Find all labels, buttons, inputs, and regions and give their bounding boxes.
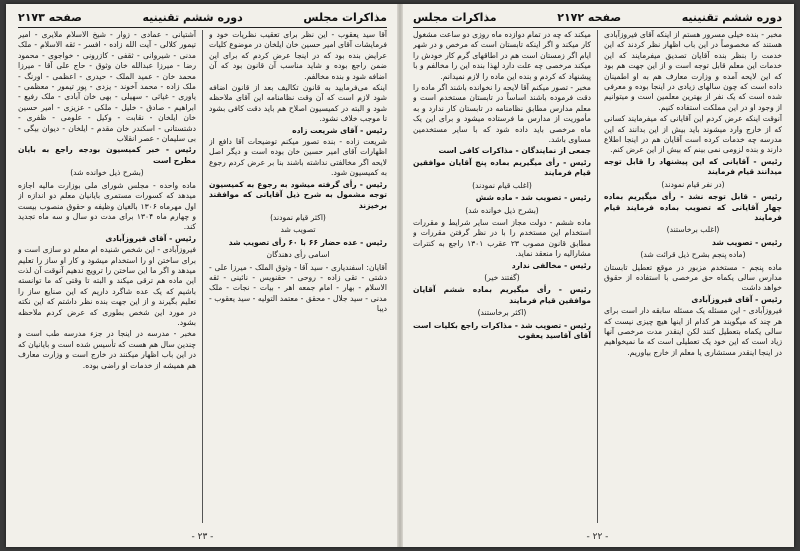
- centered-note: تصویب شد: [280, 225, 316, 235]
- right-page-header: [413, 8, 782, 26]
- text-paragraph: آقا سید یعقوب - این نظر برای تعقیب نظریات خود و فرمایشات آقای امیر حسین خان ایلخان در موضوع کلیات عرایض بنده بود که در اینجا عرض کردم که برای این ضمن راجع بوده و شاید مناسب آن قانون بود که آن اضافه شود و بنده مخالفم.: [209, 30, 387, 81]
- speaker-paragraph: رئیس - تصویب شد: [712, 237, 782, 247]
- left-header-page-number: صفحه ۲۱۷۳: [18, 10, 82, 24]
- text-paragraph: آنوقت اینکه عرض کردم این آقایانی که میفرمایند کسانی که از خارج وارد میشوند باید بیش از این بدانند که این مدرسه چه خدمات کرده است آقایان هم در اینجا اطلاع دارند و بنده لزومی نمی بینم که بیش از این عرض کنم.: [604, 114, 782, 155]
- text-paragraph: فیروزآبادی - این شخص شنیده ام معلم دو سازی است و برای ساختن او را استخدام میشود و کار او ساز را تعلیم میدهد و اگر ما این ساختن را ترویج ندهیم آنوقت آن لذت این ماده هم ترقی میکند و البته تا وقتی که ما توانسته باشیم که یک عده شاگرد داریم که این صنایع ساز را تعلیم بگیرند و از این جهت بنده نظر داشتم که این نکته در مورد این شخص بطوری که عرض کردم ملاحظه بشود.: [18, 245, 196, 327]
- speaker-paragraph: رئیس - رأی گرفته میشود به رجوع به کمیسیون توجه مشمول به شرح ذیل آقایانی که موافقند برخیزند: [209, 179, 387, 210]
- left-page-right-column: [209, 30, 387, 525]
- text-paragraph: میکند که چه در تمام دوازده ماه روزی دو ساعت مشغول کار میکند و اگر اینکه تابستان است که مرخص و در شهر ایام اگر زمستان است هم در اطاقهای گرم کار خودش را میکند مرخصی چه علت دارد لهذا بنده این را مخالفم و با پیشنهاد که کردم و بنده این ماده را لازم نمیدانم.: [413, 30, 591, 81]
- speaker-paragraph: رئیس - آقای شریعت زاده: [292, 125, 387, 135]
- right-page-left-column: [413, 30, 591, 525]
- right-page-right-column: [604, 30, 782, 525]
- right-header-left: مذاکرات مجلس: [413, 10, 497, 24]
- text-paragraph: ماده پنجم - مستخدم مزبور در موقع تعطیل تابستان مدارس سالی یکماه حق مرخصی با استفاده از حقوق خواهد داشت: [604, 262, 782, 293]
- text-paragraph: مخبر - تصور میکنم آقا لایحه را نخوانده باشند اگر ماده را دقت فرموده باشند اساساً در تابستان مستخدم است و معلم مدارس مطابق نظامنامه در تابستان کار ندارد و به مأموریت از مدارس ما فرستاده میشود و برای این یک ماه مرخصی باید داده شود که با سایر مستخدمین مساوی باشد.: [413, 83, 591, 145]
- speaker-paragraph: رئیس - تصویب شد - ماده شش: [475, 193, 591, 203]
- left-header-center: دوره ششم تقنینیه: [142, 10, 243, 24]
- text-paragraph: آشتیانی - عمادی - زوار - شیخ الاسلام ملایری - امیر تیمور کلالی - آیت الله زاده - افسر - ثقه الاسلام - ملک مدنی - شیروانی - ثقفی - کازرونی - خواجوی - محمود رضا - میرزا عبدالله خان وثوق - حاج علی آقا - میرزا محمد خان - عمید الملک - حیدری - اعظمی - اورنگ - ملک زاده - محمد آخوند - یزدی - پور تیمور - معظمی - یاوری - غیاثی - سهیلی - بهی خان آبادی - ملک رفیع - ابراهیم - صادق - خلیل - ملکی - عزیزی - امیر حسین خان ایلخان - نقابت - وکیل - علومی - ظفری - دشتستانی - اسکندر خان مقدم - ایلخان - دیوان بیگی - بی سلیمان - عصر انقلاب: [18, 30, 196, 144]
- speaker-paragraph: رئیس - تصویب شد - مذاکرات راجع بکلیات است آقای آقاسید یعقوب: [413, 320, 591, 340]
- speaker-paragraph: رئیس - رأی میگیریم بماده ششم آقایان موافقین قیام فرمایند: [413, 285, 591, 305]
- left-page: [6, 4, 399, 547]
- left-header-right: مذاکرات مجلس: [303, 10, 387, 24]
- centered-note: (گفتند خیر): [484, 272, 520, 282]
- centered-note: (اکثر برخاستند): [477, 308, 527, 318]
- header-rule: [413, 27, 782, 28]
- text-paragraph: شریعت زاده - بنده تصور میکنم توضیحات آقا دافع از اظهارات آقای امیر حسین خان بوده است و دیگر اصل لایحه اگر مخالفتی نداشته باشند بنا بر عرض کردم رجوع به کمیسیون شود.: [209, 137, 387, 178]
- text-paragraph: مخبر - مدرسه در اینجا در جزء مدرسه طب است و چندین سال هم هست که تأسیس شده است و بایانیان که در این باب اظهار میکنند در خارج است و وزارت معارف هم همیشه از خدمات او راضی بوده.: [18, 329, 196, 370]
- speaker-paragraph: رئیس - آقایانی که این پیشنهاد را قابل توجه میدانند قیام فرمایند: [604, 156, 782, 177]
- speaker-paragraph: رئیس - عده حضار ۶۶ با ۶۰ رأی تصویب شد: [228, 237, 387, 247]
- book-spread: [6, 4, 794, 547]
- speaker-paragraph: رئیس - مخالفی ندارد: [511, 260, 591, 270]
- centered-note: (بشرح ذیل خوانده شد): [70, 168, 144, 178]
- text-paragraph: اینکه می‌فرمایید به قانون تکالیف بعد از قانون اضافه شود لازم است که آن وقت نظامنامه این آقای ملاحظه شود و البته در کمیسیون اصلاح هم باید دقت کافی بشود تا موجب خلاف نشود.: [209, 83, 387, 124]
- text-paragraph: آقایان: اسفندیاری - سید آقا - وثوق الملک - میرزا علی - دشتی - تقی زاده - روحی - حقنویس - نائینی - ثقه الاسلام - بهار - امام جمعه اهر - بیات - نجات - ملک مدنی - سید جلال - محقق - معتمد التولیه - سید یعقوب - دیبا: [209, 262, 387, 314]
- right-page-footer: - ۲۲ -: [586, 532, 609, 542]
- speaker-paragraph: رئیس - رأی میگیریم بماده پنج آقایان موافقین قیام فرمایند: [413, 157, 591, 178]
- text-paragraph: ماده ششم - دولت مجاز است سایر شرایط و مقررات استخدام این مستخدم را با در نظر گرفتن مقررات و مطابق قانون مصوب ۲۳ عقرب ۱۳۰۱ راجع به کنترات مشارالیه را منعقد نماید.: [413, 217, 591, 259]
- centered-note: (ماده پنجم بشرح ذیل قرائت شد): [640, 250, 746, 260]
- left-page-header: [18, 8, 387, 26]
- right-header-page-number: صفحه ۲۱۷۲: [557, 10, 622, 24]
- left-page-left-column: [18, 30, 196, 525]
- right-page: [401, 4, 794, 547]
- speaker-paragraph: جمعی از نمایندگان - مذاکرات کافی است: [438, 146, 591, 156]
- text-paragraph: ماده واحده - مجلس شورای ملی بوزارت مالیه اجازه میدهد که کسورات مستمری بایانیان معلم دو اندازه از اول مهرماه ۱۳۰۶ بالغیان وظیفه و حقوق منصوب بیست و چهارم ماه ۱۳۰۴ برای مدت دو سال و سه ماه تجدید کند.: [18, 180, 196, 232]
- header-rule: [18, 27, 387, 28]
- centered-note: (در نفر قیام نمودند): [661, 179, 725, 189]
- column-divider: [202, 30, 203, 523]
- speaker-paragraph: رئیس - قابل توجه نشد - رأی میگیریم بماده چهار آقایانی که تصویب بماده فرمایند قیام فرمایند: [604, 192, 782, 222]
- speaker-paragraph: رئیس - آقای فیروزآبادی: [105, 233, 196, 243]
- left-page-footer: - ۲۳ -: [191, 532, 214, 542]
- centered-note: (اغلب برخاستند): [666, 225, 720, 235]
- text-paragraph: فیروزآبادی - این مسئله یک مسئله سابقه دار است برای هر چند که میگویند هر کدام از اینها هیچ چیزی نیست که سالی یکماه بتعطیل کنند لکن اینقدر مدت مرخصی آنها زیاد است که این خود یک تعطیلی است که ما نمیخواهیم در اینجا اینقدر مستشاری یا معلم از خارج بیاوریم.: [604, 306, 782, 357]
- speaker-paragraph: رئیس - آقای فیروزآبادی: [691, 294, 782, 304]
- centered-note: (اغلب قیام نمودند): [472, 180, 532, 190]
- centered-note: (بشرح ذیل خوانده شد): [465, 205, 539, 215]
- centered-note: اسامی رأی دهندگان: [266, 250, 330, 260]
- column-divider: [597, 30, 598, 523]
- speaker-paragraph: رئیس - خبر کمیسیون بودجه راجع به بایان مطرح است: [18, 145, 196, 165]
- right-header-right: دوره ششم تقنینیه: [681, 10, 782, 24]
- centered-note: (اکثر قیام نمودند): [270, 212, 326, 222]
- text-paragraph: مخبر - بنده خیلی مسرور هستم از اینکه آقای فیروزآبادی هستند که مخصوصاً در این باب اظهار نظر کردند که این خدمت را بنظر بنده آقایان تصدیق میفرمایند که این خدمات این معلم قابل توجه است و از این جهت هم بود که این لایحه آمده و وزارت معارف هم به او اطمینان داده است که چون سالهای زیادی در اینجا بوده و معرفی شده است که یک نفر از بهترین معلمین است و میتوانیم از وجود او در این مملکت استفاده کنیم.: [604, 30, 782, 112]
